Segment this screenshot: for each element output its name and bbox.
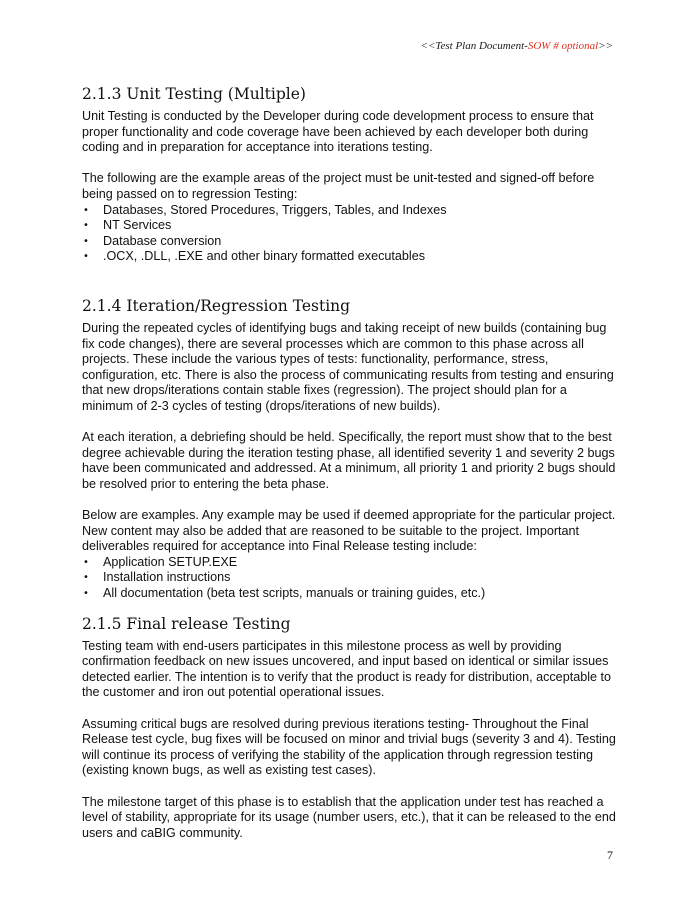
header-close: >> [598,40,613,52]
page-number: 7 [607,848,613,862]
bullet-icon: • [83,556,89,568]
unit-testing-paragraph-1: Unit Testing is conducted by the Developer during code development process to ensure that proper functionality and code coverage have been achieved by each developer both during coding and in preparation for acceptance into iterations testing. [82,109,594,155]
list-item: • Databases, Stored Procedures, Triggers, Tables, and Indexes [83,202,447,217]
unit-testing-paragraph-2: The following are the example areas of the project must be unit-tested and signed-off before being passed on to regression Testing: [82,171,595,201]
list-item: • .OCX, .DLL, .EXE and other binary formatted executables [83,249,426,264]
header-optional: SOW # optional [527,40,599,52]
header-open: << [420,40,436,52]
iteration-testing-paragraph-2: At each iteration, a debriefing should be held. Specifically, the report must show that to the best degree achievable during the iteration testing phase, all identified severity 1 and severity 2 bugs have been communicated and addressed. At a minimum, all priority 1 and priority 2 bugs should be resolved prior to entering the beta phase. [82,430,616,491]
bullet-icon: • [83,572,89,584]
final-release-paragraph-3: The milestone target of this phase is to establish that the application under test has reached a level of stability, appropriate for its usage (number users, etc.), that it can be released to the end users and caBIG community. [82,794,616,840]
unit-testing-bullet-list [82,203,618,265]
list-item: • Installation instructions [83,570,231,585]
iteration-testing-paragraph-1: During the repeated cycles of identifying bugs and taking receipt of new builds (containing bug fix code changes), there are several processes which are common to this phase across all projects. These include the various types of tests: functionality, performance, stress, configuration, etc. There is also the process of communicating results from testing and ensuring that new drops/iterations contain stable fixes (regression). The project should plan for a minimum of 2-3 cycles of testing (drops/iterations of new builds). [82,320,614,413]
bullet-icon: • [83,588,89,600]
iteration-testing-bullet-list [82,555,618,602]
running-header [421,40,613,52]
bullet-icon: • [83,204,89,216]
bullet-icon: • [83,220,89,232]
section-title-final-release-testing: 2.1.5 Final release Testing [82,614,291,633]
final-release-paragraph-1: Testing team with end-users participates in this milestone process as well by providing confirmation feedback on new issues uncovered, and input based on identical or similar issues detected earlier. The intention is to verify that the product is ready for distribution, acceptable to the customer and iron out potential operational issues. [82,638,612,700]
list-item: • Database conversion [83,233,222,248]
header-prefix: Test Plan Document- [435,40,528,52]
iteration-testing-paragraph-3: Below are examples. Any example may be used if deemed appropriate for the particular project. New content may also be added that are reasoned to be suitable to the project. Important deliverables required for acceptance into Final Release testing include: [82,508,616,554]
section-title-iteration-testing: 2.1.4 Iteration/Regression Testing [82,296,351,315]
list-item: • Application SETUP.EXE [83,554,238,569]
list-item: • NT Services [83,218,172,233]
list-item: • All documentation (beta test scripts, manuals or training guides, etc.) [83,586,486,601]
bullet-icon: • [83,251,89,263]
bullet-icon: • [83,235,89,247]
document-body [82,84,618,841]
final-release-paragraph-2: Assuming critical bugs are resolved during previous iterations testing- Throughout the Final Release test cycle, bug fixes will be focused on minor and trivial bugs (severity 3 and 4). Testing will continue its process of verifying the stability of the application through regression testing (existing known bugs, as well as existing test cases). [82,716,616,778]
section-title-unit-testing: 2.1.3 Unit Testing (Multiple) [82,85,306,103]
